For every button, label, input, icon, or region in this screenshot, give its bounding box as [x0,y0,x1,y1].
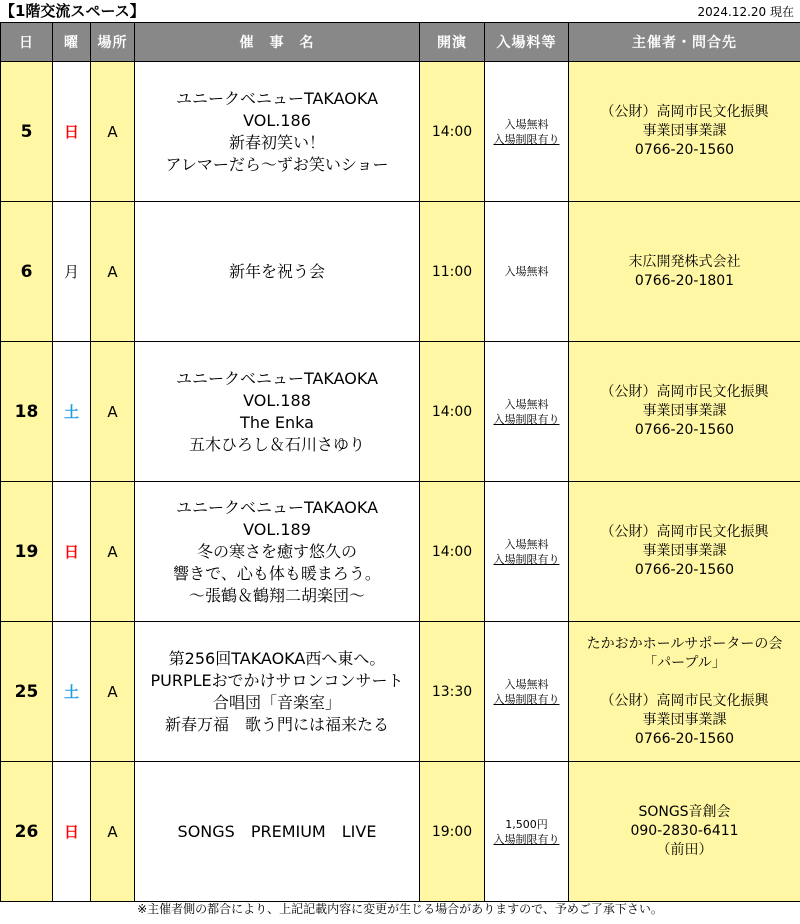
event-schedule-table [0,22,800,902]
event-line: 五木ひろし＆石川さゆり [188,434,365,454]
table-row [1,62,800,202]
event-line: 新春万福 歌う門には福来たる [164,714,389,734]
organizer-line: 0766-20-1560 [634,562,735,578]
event-name-cell [135,622,420,762]
page-title: 【1階交流スペース】 [0,2,145,20]
organizer-line: たかおかホールサポーターの会 [586,635,783,652]
fee-line: 入場制限有り [493,132,560,146]
table-header [1,23,800,62]
fee-line: 入場無料 [504,537,549,551]
col-place: 場所 [91,23,135,62]
day-cell: 6 [1,202,53,342]
organizer-line [569,673,800,692]
day-cell: 26 [1,762,53,902]
event-line: ～張鶴＆鶴翔二胡楽団～ [188,585,365,605]
start-time-cell: 14:00 [420,342,485,482]
fee-cell [485,62,569,202]
fee-line: 入場無料 [504,397,549,411]
organizer-line: 0766-20-1801 [634,272,735,289]
table-row [1,202,800,342]
organizer-line: （公財）高岡市民文化振興 [600,524,769,540]
fee-cell [485,482,569,622]
event-line: The Enka [240,412,314,432]
event-line: ユニークベニューTAKAOKA [175,88,379,108]
organizer-line: 事業団事業課 [642,711,727,728]
organizer-cell [569,762,800,902]
col-organizer: 主催者・問合先 [569,23,800,62]
start-time-cell: 11:00 [420,202,485,342]
place-cell: A [91,62,135,202]
start-time-cell: 14:00 [420,482,485,622]
table-row [1,622,800,762]
event-name-cell [135,482,420,622]
organizer-cell [569,622,800,762]
header-row [1,23,800,62]
fee-line: 入場制限有り [493,412,560,426]
weekday-cell: 土 [53,622,91,762]
table-body [1,62,800,902]
event-line: 第256回TAKAOKA西へ東へ。 [168,648,386,668]
event-line: 冬の寒さを癒す悠久の [196,541,357,561]
place-cell: A [91,762,135,902]
weekday-cell: 月 [53,202,91,342]
place-cell: A [91,202,135,342]
col-fee: 入場料等 [485,23,569,62]
organizer-line: （公財）高岡市民文化振興 [600,692,769,709]
day-cell: 18 [1,342,53,482]
fee-cell [485,762,569,902]
organizer-line: 0766-20-1560 [634,422,735,438]
event-name-cell [135,342,420,482]
organizer-cell [569,202,800,342]
organizer-line: 0766-20-1560 [634,730,735,747]
event-line: VOL.188 [243,390,311,410]
organizer-line: 090-2830-6411 [630,823,739,839]
organizer-line: 事業団事業課 [642,403,727,419]
col-event: 催 事 名 [135,23,420,62]
fee-line: 入場無料 [504,117,549,131]
event-line: SONGS PREMIUM LIVE [177,821,377,841]
as-of-date: 2024.12.20 現在 [697,5,794,19]
day-cell: 19 [1,482,53,622]
start-time-cell: 14:00 [420,62,485,202]
weekday-cell: 日 [53,62,91,202]
table-row [1,762,800,902]
organizer-line: 「パープル」 [643,654,726,671]
organizer-line: 0766-20-1560 [634,142,735,158]
organizer-line: 事業団事業課 [642,123,727,139]
col-time: 開演 [420,23,485,62]
organizer-line: 事業団事業課 [642,543,727,559]
organizer-line: （公財）高岡市民文化振興 [600,384,769,400]
fee-cell [485,202,569,342]
weekday-cell: 日 [53,762,91,902]
weekday-cell: 土 [53,342,91,482]
fee-cell [485,342,569,482]
event-line: ユニークベニューTAKAOKA [175,497,379,517]
day-cell: 5 [1,62,53,202]
table-row [1,342,800,482]
event-line: VOL.189 [243,519,311,539]
start-time-cell: 13:30 [420,622,485,762]
fee-line: 入場無料 [504,677,549,691]
event-line: VOL.186 [243,110,311,130]
event-line: 新春初笑い！ [228,132,325,152]
event-line: 響きで、心も体も暖まろう。 [173,563,381,583]
fee-line: 入場制限有り [493,692,560,706]
event-line: ユニークベニューTAKAOKA [175,368,379,388]
event-line: 新年を祝う会 [228,261,325,281]
organizer-cell [569,62,800,202]
organizer-cell [569,342,800,482]
organizer-cell [569,482,800,622]
fee-line: 入場制限有り [493,552,560,566]
fee-cell [485,622,569,762]
table-row [1,482,800,622]
fee-line: 入場無料 [504,265,549,278]
footer-note: ※主催者側の都合により、上記記載内容に変更が生じる場合がありますので、予めご了承下さい。 [137,902,663,916]
event-line: PURPLEおでかけサロンコンサート [150,670,404,690]
place-cell: A [91,622,135,762]
event-name-cell [135,762,420,902]
col-weekday: 曜 [53,23,91,62]
fee-line: 入場制限有り [493,832,560,846]
event-name-cell [135,62,420,202]
col-day: 日 [1,23,53,62]
event-line: アレマーだら～ずお笑いショー [165,154,389,174]
fee-line: 1,500円 [505,817,548,831]
place-cell: A [91,482,135,622]
organizer-line: 末広開発株式会社 [628,253,741,270]
day-cell: 25 [1,622,53,762]
organizer-line: （公財）高岡市民文化振興 [600,104,769,120]
organizer-line: （前田） [656,842,713,858]
place-cell: A [91,342,135,482]
event-name-cell [135,202,420,342]
organizer-line: SONGS音創会 [638,804,731,820]
event-line: 合唱団「音楽室」 [212,692,341,712]
weekday-cell: 日 [53,482,91,622]
start-time-cell: 19:00 [420,762,485,902]
